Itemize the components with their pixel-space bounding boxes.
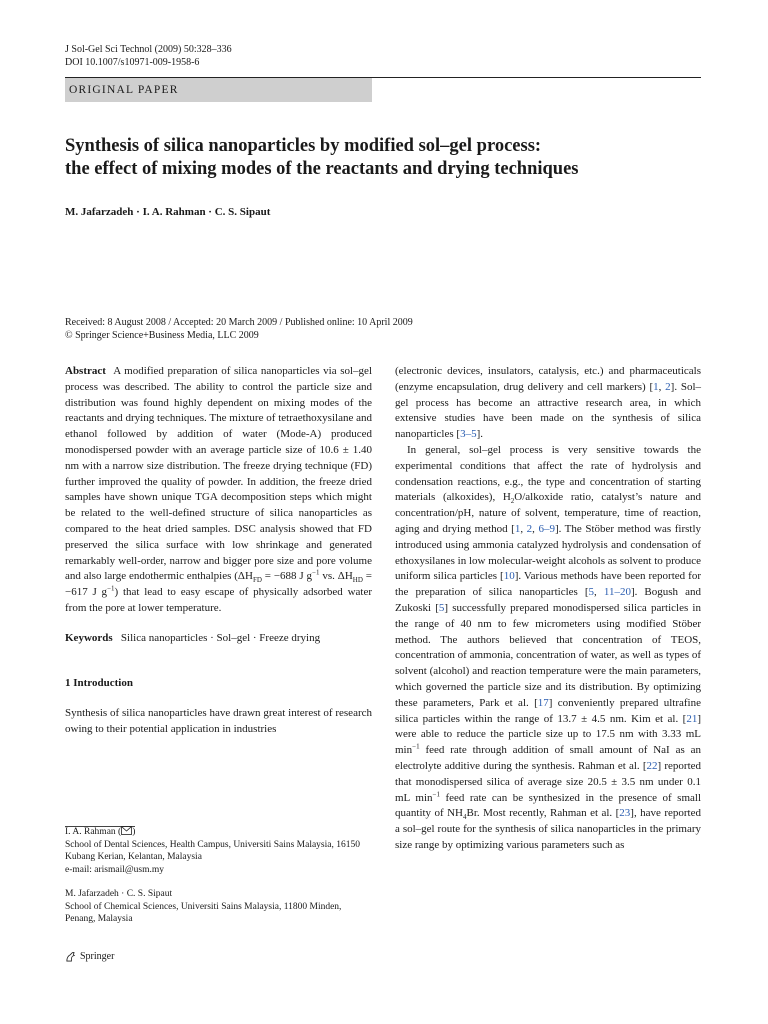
citation-link[interactable]: 5: [588, 586, 595, 599]
springer-horse-icon: [65, 951, 76, 962]
body-text: ]. Various methods have been reported for the preparation of silica nanoparticles [: [395, 570, 701, 599]
body-text: ]. Bogush and Zukoski [: [395, 586, 701, 614]
intro-paragraph-continued: (electronic devices, insulators, catalysis, etc.) and pharmaceuticals (enzyme encapsulation, drug delivery and cell markers) [1, 2]. Sol–gel process has become an attractive research area, in which extensive studies have been made on the synthesis of silica nanoparticles [3–5].: [395, 365, 702, 441]
section-heading: 1 Introduction: [65, 676, 133, 689]
paper-type-label: ORIGINAL PAPER: [65, 78, 372, 102]
footnote-affiliation-1: [65, 826, 372, 876]
body-text: ].: [476, 428, 483, 441]
corresponding-author: I. A. Rahman (: [65, 827, 122, 837]
publisher-footer: [65, 951, 114, 962]
keywords-label: Keywords: [65, 631, 113, 644]
citation-link[interactable]: 2: [526, 522, 533, 535]
body-text: ]. The Stöber method was firstly introduced using ammonia catalyzed hydrolysis and condensation of ethoxysilanes in low molecular-weight alcohols as solvent to produce uniform silica particles [: [395, 522, 702, 583]
copyright: © Springer Science+Business Media, LLC 2009: [65, 330, 259, 341]
title-line-1: Synthesis of silica nanoparticles by modified sol–gel process:: [65, 136, 542, 156]
abstract-text: = −688 J g: [261, 570, 313, 583]
envelope-icon: [121, 826, 132, 835]
intro-paragraph: Synthesis of silica nanoparticles have drawn great interest of research owing to their potential application in industries: [65, 707, 372, 736]
abstract-label: Abstract: [65, 365, 106, 377]
journal-citation: J Sol-Gel Sci Technol (2009) 50:328–336: [65, 44, 232, 55]
abstract-text: ) that lead to easy escape of physically adsorbed water from the pore at lower temperature.: [65, 586, 373, 614]
body-text: ], have reported a sol–gel route for the synthesis of silica nanoparticles in the primary size range by optimizing various parameters such as: [395, 807, 701, 851]
superscript: −1: [107, 584, 115, 593]
paper-title: [65, 135, 701, 181]
affiliation-text: School of Dental Sciences, Health Campus, Universiti Sains Malaysia, 16150 Kubang Kerian, Kelantan, Malaysia: [65, 839, 360, 862]
citation-link[interactable]: 2: [665, 380, 671, 393]
abstract-text: vs. ΔH: [319, 570, 353, 583]
citation-link[interactable]: 1: [653, 380, 659, 393]
body-text: ]. Sol–gel process has become an attractive research area, in which extensive studies have been made on the synthesis of silica nanoparticles [: [395, 380, 702, 441]
superscript: −1: [312, 568, 320, 577]
citation-link[interactable]: 23: [619, 807, 631, 820]
author-names: M. Jafarzadeh · C. S. Sipaut: [65, 889, 173, 899]
citation-link[interactable]: 10: [503, 570, 515, 583]
subscript: 2: [510, 497, 515, 506]
publication-dates: Received: 8 August 2008 / Accepted: 20 March 2009 / Published online: 10 April 2009: [65, 317, 413, 328]
title-line-2: the effect of mixing modes of the reactants and drying techniques: [65, 159, 579, 179]
doi: DOI 10.1007/s10971-009-1958-6: [65, 57, 200, 68]
affiliation-text: School of Chemical Sciences, Universiti Sains Malaysia, 11800 Minden, Penang, Malaysia: [65, 901, 342, 924]
subscript: 4: [462, 813, 467, 822]
body-text: O/alkoxide ratio, catalyst’s nature and concentration/pH, nature of solvent, temperature, time of reaction, aging and drying method [: [395, 491, 701, 535]
citation-link[interactable]: 3–5: [460, 428, 477, 441]
intro-paragraph-2: In general, sol–gel process is very sensitive towards the experimental conditions that affect the rate of hydrolysis and condensation reactions, e.g., the type and concentration of starting materials (alkoxides), $H_2O$/alkoxide ratio, catalyst’s nature and concentration/pH, nature of solvent, temperature, time of reaction, aging and drying method [1, 2, 6–9]. The Stöber method was firstly introduced using ammonia catalyzed hydrolysis and condensation of ethoxysilanes in low molecular-weight alcohols as solvent to produce uniform silica particles [10]. Various methods have been reported for the preparation of silica nanoparticles [5, 11–20]. Bogush and Zukoski [5] successfully prepared monodispersed silica particles in the range of 40 nm to few micrometers using modified Stöber method. The authors believed that concentration of TEOS, concentration of ammonia, concentration of water, as well as types of solvent (alcohol) and reaction temperature were the main parameters, which governed the particle size and its distribution. By optimizing these parameters, Park et al. [17] conveniently prepared ultrafine silica particles within the range of 13.7 ± 4.5 nm. Kim et al. [21] were able to reduce the particle size up to 17.5 nm with 3.33 mL $\min^{-1}$ feed rate through addition of small amount of NaI as an electrolyte additive during the synthesis. Rahman et al. [22] reported that monodispersed silica of average size 20.5 ± 3.5 nm under 0.1 mL $\min^{-1}$ feed rate can be synthesized in the presence of small quantity of $NH_4Br$. Most recently, Rahman et al. [23], have reported a sol–gel route for the synthesis of silica nanoparticles in the primary size range by optimizing various parameters such as: [395, 443, 702, 851]
author-list: M. Jafarzadeh · I. A. Rahman · C. S. Sipaut: [65, 206, 271, 218]
body-text: In general, sol–gel process is very sensitive towards the experimental conditions that affect the rate of hydrolysis and condensation reactions, e.g., the type and concentration of starting materials (alkoxides), H: [395, 443, 701, 504]
abstract: [65, 364, 372, 617]
body-text: ] were able to reduce the particle size up to 17.5 nm with 3.33 mL min: [395, 712, 701, 757]
body-text: ] conveniently prepared ultrafine silica particles within the range of 13.7 ± 4.5 nm. Kim et al. [: [395, 696, 701, 725]
body-text: ] successfully prepared monodispersed silica particles in the range of 40 nm to few micrometers using modified Stöber method. The authors believed that concentration of TEOS, concentration of ammonia, concentration of water, as well as types of solvent (alcohol) and reaction temperature were the main parameters, which governed the particle size and its distribution. By optimizing these parameters, Park et al. [: [395, 601, 701, 709]
superscript: −1: [432, 789, 440, 798]
citation-link[interactable]: 6–9: [538, 522, 555, 535]
email[interactable]: e-mail: arismail@usm.my: [65, 864, 164, 875]
body-text: Br. Most recently, Rahman et al. [: [466, 807, 620, 820]
abstract-text: = −617 J g: [65, 570, 372, 599]
citation-link[interactable]: 5: [438, 601, 445, 614]
footnote-affiliation-2: [65, 888, 372, 926]
publisher-name: Springer: [80, 951, 115, 962]
left-column: [65, 364, 372, 738]
body-text: feed rate through addition of small amount of NaI as an electrolyte additive during the synthesis. Rahman et al. [: [395, 744, 701, 772]
subscript: HD: [352, 576, 363, 585]
keywords-text: Silica nanoparticles · Sol–gel · Freeze drying: [120, 631, 321, 644]
citation-link[interactable]: 1: [514, 522, 521, 535]
superscript: −1: [412, 742, 420, 751]
right-column: [395, 364, 701, 854]
body-text: feed rate can be synthesized in the presence of small quantity of NH: [395, 791, 701, 820]
body-text: ] reported that monodispersed silica of average size 20.5 ± 3.5 nm under 0.1 mL min: [395, 759, 702, 804]
citation-link[interactable]: 17: [537, 696, 549, 709]
citation-link[interactable]: 11–20: [603, 586, 631, 599]
subscript: FD: [252, 576, 262, 585]
citation-link[interactable]: 22: [646, 759, 658, 772]
keywords: [65, 631, 372, 647]
abstract-text: A modified preparation of silica nanoparticles via sol–gel process was described. The ability to control the particle size and distribution was found highly dependent on mixing modes of the reactants and drying techniques. The mixture of tetraethoxysilane and ethanol followed by addition of water (Mode-A) produced monodispersed powder with an average particle size of 10.6 ± 1.40 nm with a narrow size distribution. The freeze drying technique (FD) further improved the quality of powder. In addition, the freeze dried samples have shown unique TGA decomposition steps which might be related to the well-defined structure of silica nanoparticles as compared to the heat dried samples. DSC analysis showed that FD preserved the silica surface with low shrinkage and generated remarkably well-order, narrow and bigger pore size and pore volume and also large endothermic enthalpies (ΔH: [65, 365, 372, 583]
citation-link[interactable]: 21: [686, 712, 698, 725]
footnote-text: ): [132, 827, 136, 837]
body-text: (electronic devices, insulators, catalysis, etc.) and pharmaceuticals (enzyme encapsulation, drug delivery and cell markers) [: [395, 365, 701, 393]
